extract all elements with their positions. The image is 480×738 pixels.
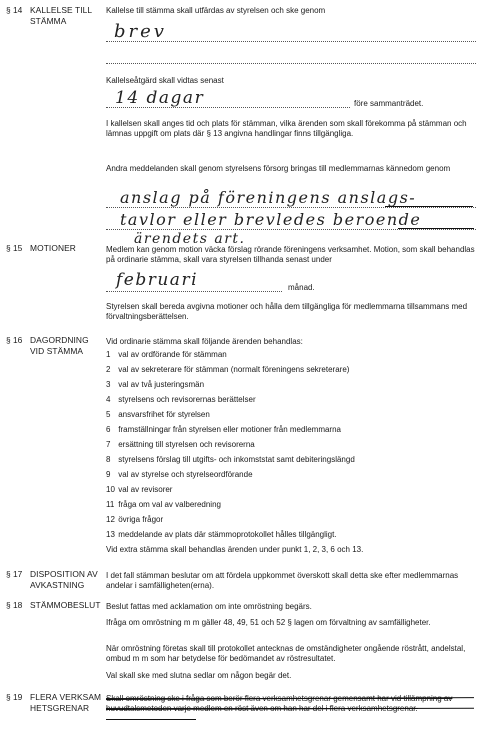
agenda-item-number: 8 xyxy=(106,455,111,464)
agenda-item xyxy=(106,470,253,480)
agenda-item-text: meddelande av plats där stämmoprotokollet hålles tillgängligt. xyxy=(118,530,337,539)
agenda-item-number: 3 xyxy=(106,380,111,389)
agenda-item xyxy=(106,500,221,510)
section-18-ballot-text: Val skall ske med slutna sedlar om någon begär det. xyxy=(106,671,292,680)
section-16-number: § 16 xyxy=(6,335,23,345)
section-15-month-suffix: månad. xyxy=(288,283,315,292)
agenda-item xyxy=(106,485,172,495)
section-14-deadline-text: Kallelseåtgärd skall vidtas senast xyxy=(106,76,224,85)
agenda-item-text: ersättning till styrelsen och revisorerna xyxy=(118,440,255,449)
handwritten-deadline: 14 dagar xyxy=(115,88,205,108)
agenda-item xyxy=(106,455,355,465)
section-16-heading xyxy=(30,335,110,356)
section-19-heading-line-1: FLERA VERKSAM xyxy=(30,692,102,702)
agenda-item-number: 11 xyxy=(106,500,115,509)
section-14-heading xyxy=(30,5,110,26)
section-14-kallelse-text: Kallelse till stämma skall utfärdas av styrelsen och ske genom xyxy=(106,6,326,15)
agenda-item-text: val av revisorer xyxy=(118,485,173,494)
section-15-heading-line-1: MOTIONER xyxy=(30,243,76,253)
handwritten-notice-line-3: ärendets art. xyxy=(134,231,246,247)
section-14-notices-text: Andra meddelanden skall genom styrelsens försorg bringas till medlemmarnas kännedom genom xyxy=(106,164,451,173)
agenda-item-number: 4 xyxy=(106,395,111,404)
section-15-prepare-text: Styrelsen skall bereda avgivna motioner och hålla dem tillgängliga för medlemmarna tillsammans med förvaltningsberättelsen. xyxy=(106,302,468,321)
section-17-heading xyxy=(30,569,110,590)
agenda-item-number: 1 xyxy=(106,350,111,359)
section-16-heading-line-1: DAGORDNING xyxy=(30,335,89,345)
agenda-item-text: styrelsens förslag till utgifts- och inkomststat samt debiteringslängd xyxy=(118,455,355,464)
section-14-number: § 14 xyxy=(6,5,23,15)
agenda-item xyxy=(106,515,163,525)
agenda-item-number: 9 xyxy=(106,470,111,479)
section-18-voting-law-text: Ifråga om omröstning m m gäller 48, 49, 51 och 52 § lagen om förvaltning av samfälligheter. xyxy=(106,618,431,627)
agenda-item xyxy=(106,395,256,405)
handwritten-month: februari xyxy=(116,270,199,290)
handwritten-notice-line-1: anslag på föreningens anslags- xyxy=(120,188,417,207)
fill-line xyxy=(106,229,476,230)
agenda-item xyxy=(106,440,255,450)
agenda-item-number: 12 xyxy=(106,515,115,524)
section-18-acclamation-text: Beslut fattas med acklamation om inte omröstning begärs. xyxy=(106,602,312,611)
section-14-agenda-text: I kallelsen skall anges tid och plats för stämman, vilka ärenden som skall förekomma på stämman och lämnas uppgift om plats där § 13 angivna handlingar finns tillgängliga. xyxy=(106,119,467,138)
agenda-item-text: val av två justeringsmän xyxy=(118,380,205,389)
section-18-heading-line-1: STÄMMOBESLUT xyxy=(30,600,101,610)
agenda-item xyxy=(106,365,349,375)
agenda-item-number: 13 xyxy=(106,530,115,539)
section-18-protocol-text: När omröstning företas skall till protokollet antecknas de omständigheter ongående röstrått, andelstal, ombud m m som har betydelse för bedömandet av röstresultatet. xyxy=(106,644,466,663)
section-16-outro: Vid extra stämma skall behandlas ärenden under punkt 1, 2, 3, 6 och 13. xyxy=(106,545,364,554)
handwritten-notice-line-2: tavlor eller brevledes beroende xyxy=(120,210,422,229)
agenda-item xyxy=(106,380,204,390)
section-17-text: I det fall stämman beslutar om att fördela uppkommet överskott skall detta ske efter medlemmarnas andelar i samfälligheten(erna). xyxy=(106,571,459,590)
fill-line xyxy=(106,107,350,108)
agenda-item-text: övriga frågor xyxy=(118,515,164,524)
handwritten-strike-mark xyxy=(106,719,196,720)
agenda-item-text: framställningar från styrelsen eller motioner från medlemmarna xyxy=(118,425,341,434)
agenda-item-number: 5 xyxy=(106,410,111,419)
section-17-heading-line-2: AVKASTNING xyxy=(30,579,85,590)
fill-line xyxy=(106,63,476,64)
agenda-item xyxy=(106,350,227,360)
section-19-heading-line-2: HETSGRENAR xyxy=(30,702,90,713)
section-14-deadline-suffix: före sammanträdet. xyxy=(354,99,424,108)
section-17-heading-line-1: DISPOSITION AV xyxy=(30,569,98,579)
section-19-heading xyxy=(30,692,110,713)
agenda-item-number: 10 xyxy=(106,485,115,494)
handwritten-kallelse-method: brev xyxy=(114,21,167,42)
agenda-item-text: ansvarsfrihet för styrelsen xyxy=(118,410,210,419)
agenda-item-text: styrelsens och revisorernas berättelser xyxy=(118,395,256,404)
agenda-item-text: val av styrelse och styrelseordförande xyxy=(118,470,253,479)
agenda-item-text: fråga om val av valberedning xyxy=(118,500,221,509)
section-16-intro: Vid ordinarie stämma skall följande ärenden behandlas: xyxy=(106,337,303,346)
section-15-number: § 15 xyxy=(6,243,23,253)
agenda-item-text: val av ordförande för stämman xyxy=(118,350,227,359)
agenda-item xyxy=(106,530,337,540)
fill-line xyxy=(106,207,476,208)
handwritten-underline xyxy=(385,206,473,207)
section-19-number: § 19 xyxy=(6,692,23,702)
section-15-heading xyxy=(30,243,110,254)
agenda-item-text: val av sekreterare för stämman (normalt föreningens sekreterare) xyxy=(118,365,350,374)
section-18-heading xyxy=(30,600,110,611)
section-19-struck-text: Skall omröstning ske i fråga som berör flera verksamhetsgrenar gemensamt har vid tillämpning av huvudtalsmetoden varje medlem en röst även om han har del i flera verksamhetsgrenar. xyxy=(106,694,453,713)
section-14-heading-line-1: KALLELSE TILL xyxy=(30,5,93,15)
fill-line xyxy=(106,41,476,42)
agenda-item-number: 7 xyxy=(106,440,111,449)
section-15-motion-text: Medlem kan genom motion väcka förslag rörande föreningens verksamhet. Motion, som skall behandlas på ordinarie stämma, skall vara styrelsen tillhanda senast under xyxy=(106,245,475,264)
agenda-item-number: 2 xyxy=(106,365,111,374)
agenda-item xyxy=(106,425,341,435)
handwritten-underline xyxy=(398,228,474,229)
fill-line xyxy=(106,291,282,292)
section-16-heading-line-2: VID STÄMMA xyxy=(30,345,84,356)
section-14-heading-line-2: STÄMMA xyxy=(30,15,67,26)
section-18-number: § 18 xyxy=(6,600,23,610)
agenda-item-number: 6 xyxy=(106,425,111,434)
section-17-number: § 17 xyxy=(6,569,23,579)
agenda-item xyxy=(106,410,210,420)
